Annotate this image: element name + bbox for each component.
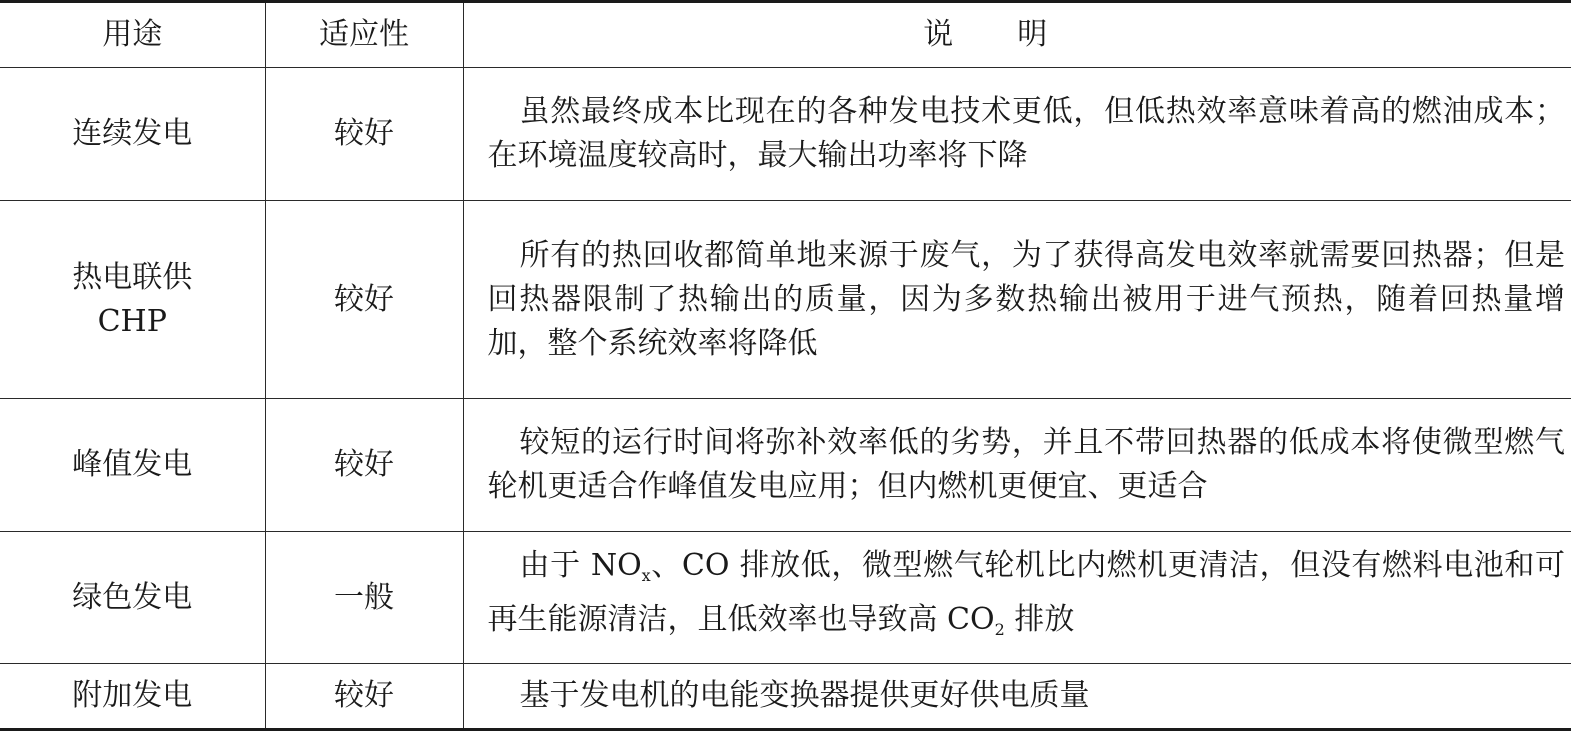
cell-use: 峰值发电 <box>0 399 265 532</box>
table-row <box>0 532 1571 664</box>
subscript-x: x <box>641 565 651 585</box>
cell-description <box>463 68 1571 201</box>
header-row <box>0 2 1571 68</box>
cell-suitability: 较好 <box>265 201 463 399</box>
cell-use-line2: CHP <box>97 303 167 339</box>
table-row <box>0 664 1571 730</box>
cell-suitability: 较好 <box>265 399 463 532</box>
table-row <box>0 68 1571 201</box>
cell-suitability: 一般 <box>265 532 463 664</box>
description-text: 所有的热回收都简单地来源于废气，为了获得高发电效率就需要回热器；但是回热器限制了热输出的质量，因为多数热输出被用于进气预热，随着回热量增加，整个系统效率将降低 <box>487 237 1565 361</box>
cell-suitability: 较好 <box>265 664 463 730</box>
cell-suitability: 较好 <box>265 68 463 201</box>
description-part: 排放 <box>1004 601 1075 637</box>
description-part: 由于 NO <box>519 547 642 583</box>
header-use: 用途 <box>0 2 265 68</box>
cell-use-line1: 热电联供 <box>72 259 193 295</box>
cell-use: 连续发电 <box>0 68 265 201</box>
cell-description <box>463 201 1571 399</box>
description-text: 虽然最终成本比现在的各种发电技术更低，但低热效率意味着高的燃油成本；在环境温度较高时，最大输出功率将下降 <box>487 94 1565 173</box>
cell-description <box>463 532 1571 664</box>
subscript-2: 2 <box>994 619 1005 639</box>
header-description <box>463 2 1571 68</box>
cell-use: 附加发电 <box>0 664 265 730</box>
header-description-label: 说明 <box>923 17 1112 52</box>
table-header <box>0 2 1571 68</box>
header-suitability: 适应性 <box>265 2 463 68</box>
description-text: 较短的运行时间将弥补效率低的劣势，并且不带回热器的低成本将使微型燃气轮机更适合作峰值发电应用；但内燃机更便宜、更适合 <box>487 425 1565 504</box>
cell-use: 绿色发电 <box>0 532 265 664</box>
table-row <box>0 201 1571 399</box>
table-body <box>0 68 1571 730</box>
description-text <box>488 544 1566 652</box>
cell-description <box>463 664 1571 730</box>
cell-use <box>0 201 265 399</box>
table-row <box>0 399 1571 532</box>
description-text: 基于发电机的电能变换器提供更好供电质量 <box>519 678 1090 713</box>
description-part: 、CO 排放低，微型燃气轮机比内燃机更清洁，但没有燃料电池和可再生能源清洁，且低效率也导致高 CO <box>487 547 1565 637</box>
cell-description <box>463 399 1571 532</box>
